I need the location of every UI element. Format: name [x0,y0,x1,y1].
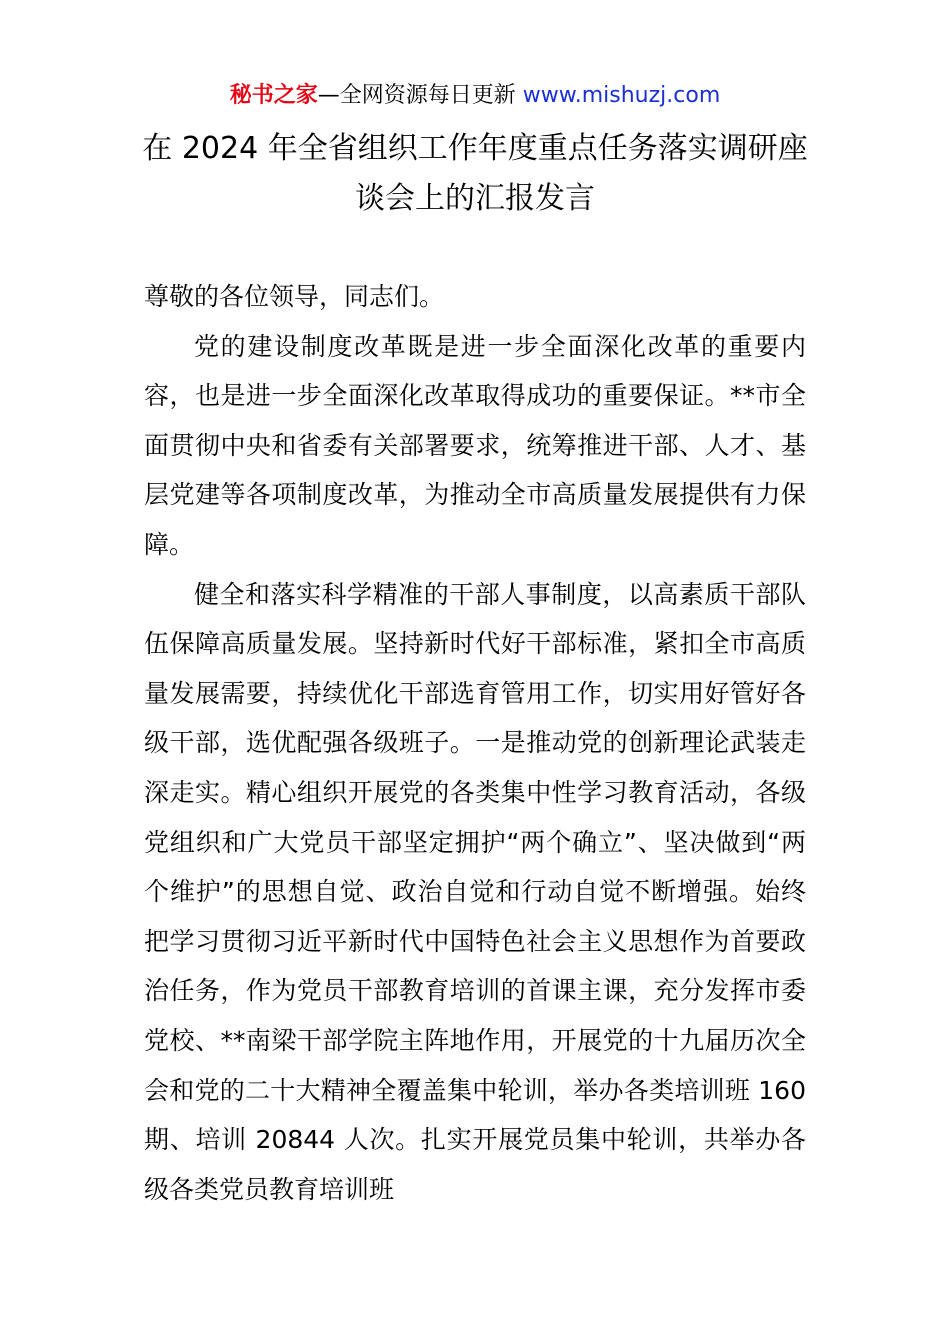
site-url-link[interactable]: www.mishuzj.com [522,83,721,108]
document-title: 在 2024 年全省组织工作年度重点任务落实调研座谈会上的汇报发言 [142,131,808,216]
site-header [0,80,950,112]
brand-name: 秘书之家 [229,83,318,108]
header-tagline: —全网资源每日更新 [317,83,516,108]
paragraph-1: 党的建设制度改革既是进一步全面深化改革的重要内容，也是进一步全面深化改革取得成功的重要保证。**市全面贯彻中央和省委有关部署要求，统筹推进干部、人才、基层党建等各项制度改革，为推动全市高质量发展提供有力保障。 [144,331,806,559]
salutation: 尊敬的各位领导，同志们。 [144,282,445,311]
paragraph-2: 健全和落实科学精准的干部人事制度，以高素质干部队伍保障高质量发展。坚持新时代好干部标准，紧扣全市高质量发展需要，持续优化干部选育管用工作，切实用好管好各级干部，选优配强各级班子。一是推动党的创新理论武装走深走实。精心组织开展党的各类集中性学习教育活动，各级党组织和广大党员干部坚定拥护“两个确立”、坚决做到“两个维护”的思想自觉、政治自觉和行动自觉不断增强。始终把学习贯彻习近平新时代中国特色社会主义思想作为首要政治任务，作为党员干部教育培训的首课主课，充分发挥市委党校、**南梁干部学院主阵地作用，开展党的十九届历次全会和党的二十大精神全覆盖集中轮训，举办各类培训班 160 期、培训 20844 人次。扎实开展党员集中轮训，共举办各级各类党员教育培训班 [144,579,806,1204]
document-body [144,272,806,1214]
